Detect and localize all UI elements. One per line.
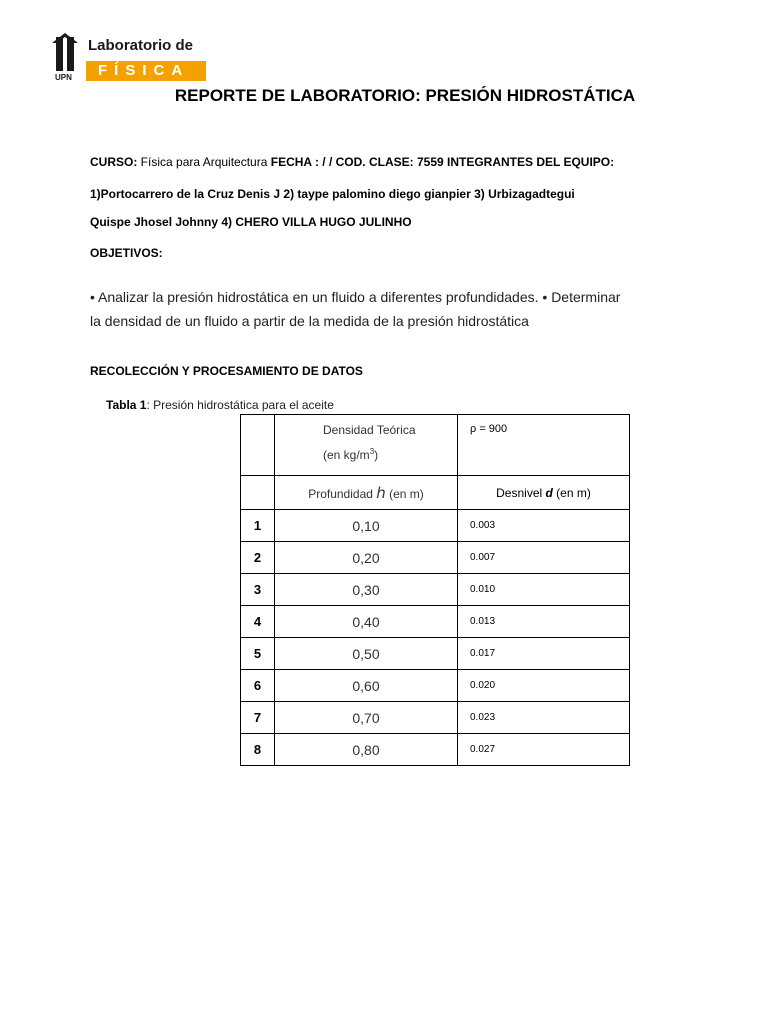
row-depth-cell: 0,30: [275, 574, 458, 606]
header-rho-cell: ρ = 900: [458, 415, 630, 476]
header-empty-cell: [241, 415, 275, 476]
table-header-row-1: [241, 415, 630, 476]
recoleccion-heading: RECOLECCIÓN Y PROCESAMIENTO DE DATOS: [90, 364, 363, 378]
objetivos-line-2: la densidad de un fluido a partir de la medida de la presión hidrostática: [90, 313, 529, 329]
row-depth-cell: 0,60: [275, 670, 458, 702]
row-desnivel-cell: 0.013: [458, 606, 630, 638]
row-number-cell: 1: [241, 510, 275, 542]
row-depth-cell: 0,70: [275, 702, 458, 734]
row-depth-cell: 0,20: [275, 542, 458, 574]
curso-rest: FECHA : / / COD. CLASE: 7559 INTEGRANTES DEL EQUIPO:: [270, 155, 615, 169]
data-table: [240, 414, 630, 766]
table-caption: [106, 398, 334, 412]
table-row: [241, 510, 630, 542]
row-number-cell: 2: [241, 542, 275, 574]
curso-name: Física para Arquitectura: [137, 155, 271, 169]
row-depth-cell: 0,40: [275, 606, 458, 638]
row-desnivel-cell: 0.007: [458, 542, 630, 574]
table-row: [241, 670, 630, 702]
table-caption-text: : Presión hidrostática para el aceite: [146, 398, 334, 412]
row-number-cell: 6: [241, 670, 275, 702]
logo-title-line2: FÍSICA: [98, 62, 190, 79]
row-depth-cell: 0,50: [275, 638, 458, 670]
table-row: [241, 542, 630, 574]
header-profundidad-cell: Profundidad h (en m): [275, 476, 458, 510]
integrantes-line-2: Quispe Jhosel Johnny 4) CHERO VILLA HUGO JULINHO: [90, 215, 412, 229]
row-depth-cell: 0,10: [275, 510, 458, 542]
header-desnivel-cell: Desnivel d (en m): [458, 476, 630, 510]
table-row: [241, 574, 630, 606]
row-desnivel-cell: 0.027: [458, 734, 630, 766]
row-number-cell: 5: [241, 638, 275, 670]
row-number-cell: 7: [241, 702, 275, 734]
table-row: [241, 734, 630, 766]
row-depth-cell: 0,80: [275, 734, 458, 766]
row-desnivel-cell: 0.010: [458, 574, 630, 606]
row-number-cell: 8: [241, 734, 275, 766]
curso-line: [90, 155, 614, 169]
objetivos-line-1: • Analizar la presión hidrostática en un fluido a diferentes profundidades. • Determinar: [90, 289, 621, 305]
table-row: [241, 606, 630, 638]
row-desnivel-cell: 0.020: [458, 670, 630, 702]
row-desnivel-cell: 0.003: [458, 510, 630, 542]
logo-title-line1: Laboratorio de: [88, 37, 194, 54]
logo-upn-text: UPN: [55, 73, 72, 82]
report-title: REPORTE DE LABORATORIO: PRESIÓN HIDROSTÁTICA: [174, 86, 636, 105]
header-empty-cell: [241, 476, 275, 510]
table-row: [241, 702, 630, 734]
densidad-units: (en $kg/m^3$): [323, 447, 379, 462]
integrantes-line-1: 1)Portocarrero de la Cruz Denis J 2) taype palomino diego gianpier 3) Urbizagadtegui: [90, 187, 575, 201]
curso-label: CURSO:: [90, 155, 138, 169]
table-header-row-2: [241, 476, 630, 510]
densidad-label: Densidad Teórica: [323, 423, 416, 437]
table-caption-label: Tabla 1: [106, 398, 147, 412]
row-desnivel-cell: 0.017: [458, 638, 630, 670]
upn-logo: [52, 33, 208, 85]
row-number-cell: 4: [241, 606, 275, 638]
table-row: [241, 638, 630, 670]
objetivos-heading: OBJETIVOS:: [90, 246, 163, 260]
row-desnivel-cell: 0.023: [458, 702, 630, 734]
header-densidad-cell: [275, 415, 458, 476]
row-number-cell: 3: [241, 574, 275, 606]
